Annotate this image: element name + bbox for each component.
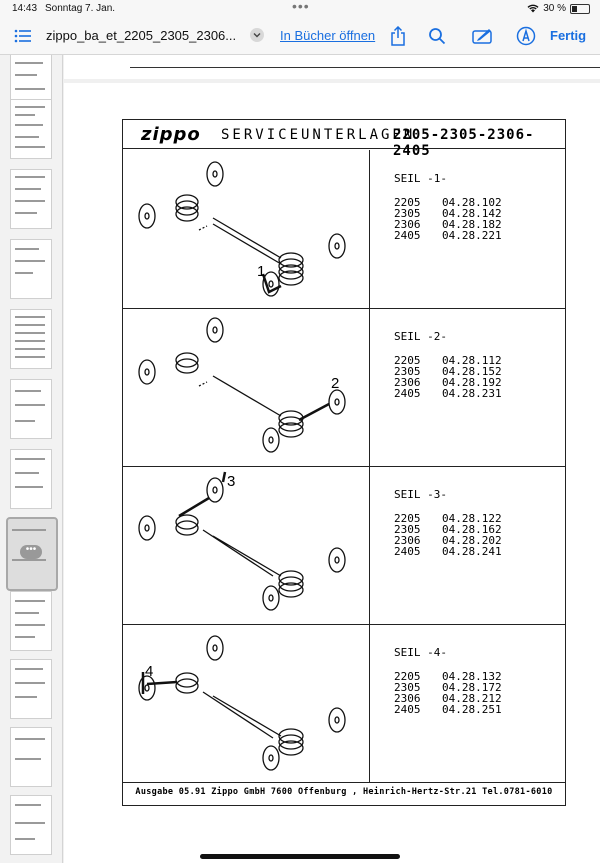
sheet-header: [123, 120, 565, 159]
chevron-down-icon[interactable]: [250, 28, 264, 42]
cable-info-4: [370, 624, 565, 782]
page-thumbnail[interactable]: [10, 591, 52, 651]
battery-percent: 30 %: [543, 3, 566, 14]
part-row: 2305 04.28.172: [394, 681, 502, 694]
cable-info-3: [370, 466, 565, 624]
open-in-books-link[interactable]: In Bücher öffnen: [280, 28, 376, 43]
document-title[interactable]: zippo_ba_et_2205_2305_2306...: [46, 28, 237, 43]
document-page[interactable]: [64, 83, 600, 863]
cable-diagram-4: [123, 624, 370, 782]
page-thumbnail[interactable]: [10, 449, 52, 509]
cable-section-3: [123, 466, 565, 625]
status-bar: [0, 0, 600, 18]
callout-2: 2: [331, 375, 340, 392]
battery-icon: [570, 4, 590, 14]
page-thumbnail[interactable]: [10, 379, 52, 439]
callout-3: 3: [227, 473, 236, 490]
cable-label-3: SEIL -3-: [394, 488, 447, 501]
share-icon[interactable]: [385, 23, 411, 49]
part-row: 2306 04.28.202: [394, 534, 502, 547]
cable-label-4: SEIL -4-: [394, 646, 447, 659]
part-row: 2306 04.28.182: [394, 218, 502, 231]
part-row: 2205 04.28.112: [394, 354, 502, 367]
page-thumbnail-sidebar[interactable]: [0, 55, 63, 863]
cable-section-1: [123, 150, 565, 309]
status-time: 14:43: [12, 3, 38, 14]
page-thumbnail[interactable]: [10, 99, 52, 159]
part-row: 2205 04.28.132: [394, 670, 502, 683]
done-button[interactable]: Fertig: [550, 28, 587, 43]
cable-diagram-2: [123, 308, 370, 466]
markup-icon[interactable]: [470, 23, 496, 49]
cable-label-1: SEIL -1-: [394, 172, 447, 185]
callout-1: 1: [257, 263, 266, 280]
cable-section-2: [123, 308, 565, 467]
part-row: 2405 04.28.241: [394, 545, 502, 558]
sheet-models: 2205-2305-2306-2405: [393, 127, 535, 159]
wifi-icon: [527, 4, 539, 13]
cable-diagram-1: [123, 150, 370, 308]
part-row: 2205 04.28.102: [394, 196, 502, 209]
page-thumbnail[interactable]: [10, 727, 52, 787]
part-row: 2405 04.28.231: [394, 387, 502, 400]
page-thumbnail-selected[interactable]: [6, 517, 58, 591]
multitasking-dots-icon[interactable]: •••: [292, 0, 310, 14]
brand-logo: zippo: [141, 124, 201, 145]
part-row: 2305 04.28.162: [394, 523, 502, 536]
cable-info-2: [370, 308, 565, 466]
part-row: 2306 04.28.212: [394, 692, 502, 705]
page-thumbnail[interactable]: [10, 309, 52, 369]
sidebar-list-icon[interactable]: [10, 23, 36, 49]
thumbnail-options-icon[interactable]: •••: [20, 545, 42, 559]
cable-label-2: SEIL -2-: [394, 330, 447, 343]
status-date: Sonntag 7. Jan.: [45, 3, 116, 14]
part-row: 2405 04.28.251: [394, 703, 502, 716]
part-row: 2405 04.28.221: [394, 229, 502, 242]
page-thumbnail[interactable]: [10, 795, 52, 855]
page-thumbnail[interactable]: [10, 239, 52, 299]
page-thumbnail[interactable]: [10, 659, 52, 719]
part-row: 2306 04.28.192: [394, 376, 502, 389]
pencil-circle-icon[interactable]: [513, 23, 539, 49]
cable-diagram-3: [123, 466, 370, 624]
part-row: 2305 04.28.142: [394, 207, 502, 220]
page-thumbnail[interactable]: [10, 169, 52, 229]
toolbar: [0, 18, 600, 55]
part-row: 2305 04.28.152: [394, 365, 502, 378]
cable-section-4: [123, 624, 565, 783]
cable-info-1: [370, 150, 565, 308]
callout-4: 4: [145, 663, 154, 680]
home-indicator[interactable]: [200, 854, 400, 859]
sheet-footer: Ausgabe 05.91 Zippo GmbH 7600 Offenburg , Heinrich-Hertz-Str.21 Tel.0781-6010: [135, 787, 553, 797]
service-sheet: [122, 119, 566, 806]
sheet-title: SERVICEUNTERLAGEN: [221, 127, 416, 143]
part-row: 2205 04.28.122: [394, 512, 502, 525]
previous-page-edge: [64, 55, 600, 79]
search-icon[interactable]: [424, 23, 450, 49]
